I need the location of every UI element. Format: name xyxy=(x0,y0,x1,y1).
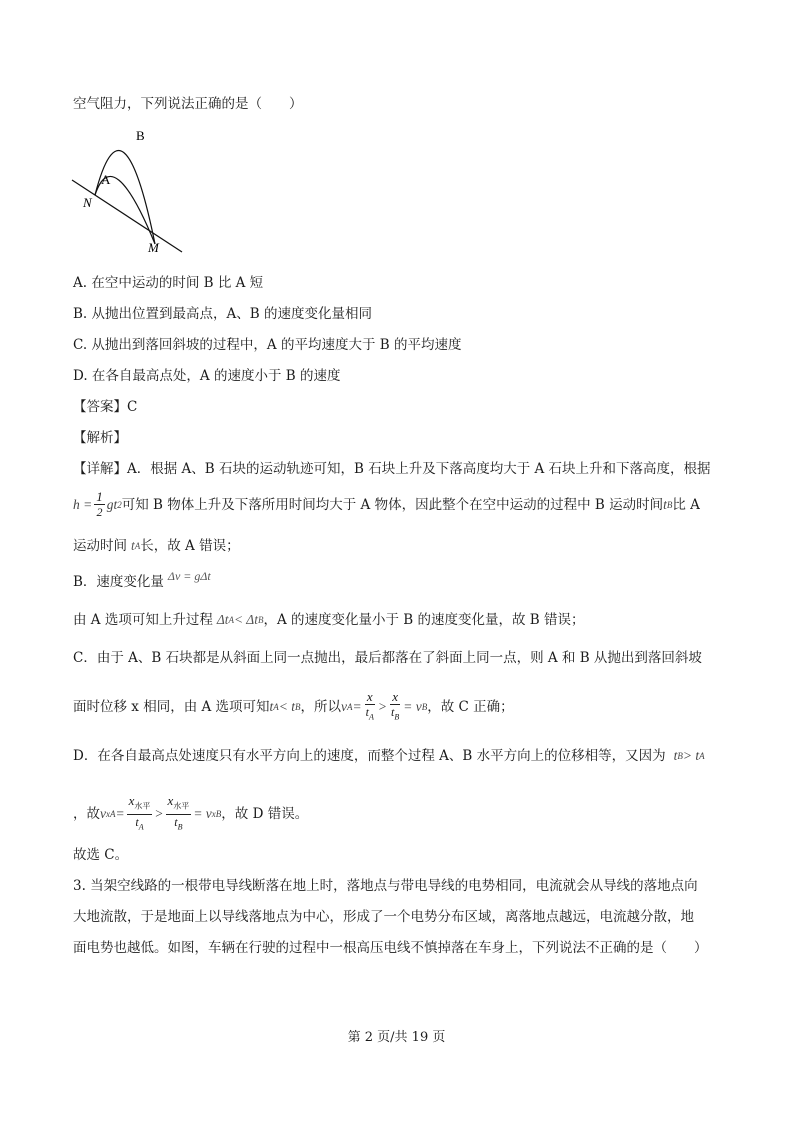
detail-d-line2: ，故 v xA = $\frac{x_{水平}}{t_A}$ > $\frac{x_{水平}}{t_B}$ = v xB ，故 D 错误。 xyxy=(73,793,309,831)
option-b: B. 从抛出位置到最高点，A、B 的速度变化量相同 xyxy=(73,306,372,322)
page-footer: 第 2 页/共 19 页 xyxy=(347,1030,446,1045)
label-m: M xyxy=(148,240,159,255)
formula-h: h = xyxy=(73,496,93,512)
fraction-half: $\frac{1}{2}$ xyxy=(96,489,103,519)
analysis-heading: 【解析】 xyxy=(73,430,127,446)
detail-d-line1: D．在各自最高点处速度只有水平方向上的速度，而整个过程 A、B 水平方向上的位移相等，又因为 t B > t A xyxy=(73,748,705,764)
label-a: A xyxy=(101,172,111,187)
label-n: N xyxy=(83,195,92,210)
detail-b-line1: B．速度变化量 Δv = gΔt xyxy=(73,569,211,590)
detail-a-line3: 运动时间 t A 长，故 A 错误； xyxy=(73,538,240,554)
q3-line1: 3. 当架空线路的一根带电导线断落在地上时，落地点与带电导线的电势相同，电流就会从导线的落地点向 xyxy=(73,878,698,894)
detail-b-line2: 由 A 选项可知上升过程 Δt A < Δt B ，A 的速度变化量小于 B 的速度变化量，故 B 错误； xyxy=(73,612,585,628)
detail-choose: 故选 C。 xyxy=(73,847,129,863)
label-b: B xyxy=(136,128,145,143)
option-a: A. 在空中运动的时间 B 比 A 短 xyxy=(73,275,264,291)
detail-c-line2: 面时位移 x 相同，由 A 选项可知 t A < t B ，所以 v A = $\frac{x}{t_A}$ > $\frac{x}{t_B}$ = v B ，故 C 正确； xyxy=(73,689,514,722)
option-c: C. 从抛出到落回斜坡的过程中，A 的平均速度大于 B 的平均速度 xyxy=(73,337,462,353)
answer: 【答案】C xyxy=(73,399,138,415)
detail-a-line1: 【详解】A．根据 A、B 石块的运动轨迹可知，B 石块上升及下落高度均大于 A 石块上升和下落高度，根据 xyxy=(73,461,711,477)
question-stem-end: 空气阻力，下列说法正确的是（ ） xyxy=(73,96,303,112)
trajectory-figure xyxy=(68,126,188,256)
detail-a-line2: h = $\frac{1}{2}$ gt 2 可知 B 物体上升及下落所用时间均大于 A 物体，因此整个在空中运动的过程中 B 运动时间 t B 比 A xyxy=(73,489,700,519)
q3-line2: 大地流散，于是地面上以导线落地点为中心，形成了一个电势分布区域，离落地点越远，电流越分散，地 xyxy=(73,909,694,925)
q3-line3: 面电势也越低。如图，车辆在行驶的过程中一根高压电线不慎掉落在车身上，下列说法不正确的是（ ） xyxy=(73,940,708,956)
option-d: D. 在各自最高点处，A 的速度小于 B 的速度 xyxy=(73,368,341,384)
trajectory-b xyxy=(95,151,155,244)
incline-line xyxy=(72,180,182,252)
detail-c-line1: C．由于 A、B 石块都是从斜面上同一点抛出，最后都落在了斜面上同一点，则 A 和 B 从抛出到落回斜坡 xyxy=(73,650,702,666)
